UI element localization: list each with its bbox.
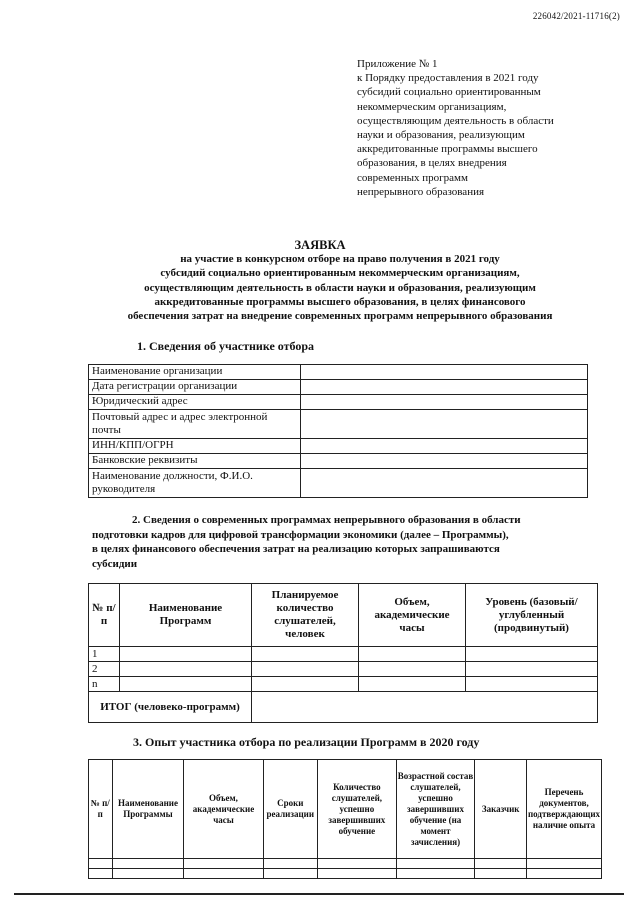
- row-number: n: [89, 677, 120, 692]
- table-row: [89, 869, 602, 879]
- table-cell[interactable]: [184, 869, 263, 879]
- row-label: ИНН/КПП/ОГРН: [89, 439, 301, 454]
- table-cell[interactable]: [252, 647, 359, 662]
- document-title: ЗАЯВКА: [294, 238, 346, 252]
- value-cell[interactable]: [301, 395, 588, 410]
- value-cell[interactable]: [301, 410, 588, 439]
- row-number: 1: [89, 647, 120, 662]
- column-header: Количество слушателей, успешно завершивших обучение: [318, 760, 397, 859]
- total-label: ИТОГ (человеко-программ): [89, 692, 252, 723]
- row-label: Наименование должности, Ф.И.О. руководителя: [89, 469, 301, 498]
- section2-heading-line: субсидии: [92, 557, 138, 570]
- document-subtitle: [60, 252, 620, 323]
- table-row: [89, 662, 598, 677]
- table-cell[interactable]: [466, 677, 598, 692]
- table-cell[interactable]: [120, 647, 252, 662]
- table-cell[interactable]: [466, 647, 598, 662]
- row-label: Дата регистрации организации: [89, 380, 301, 395]
- column-header: Планируемое количество слушателей, человек: [252, 584, 359, 647]
- column-header: Возрастной состав слушателей, успешно завершивших обучение (на момент зачисления): [396, 760, 475, 859]
- table-cell[interactable]: [359, 677, 466, 692]
- column-header: Заказчик: [475, 760, 527, 859]
- total-row: [89, 692, 598, 723]
- table-cell[interactable]: [112, 859, 184, 869]
- value-cell[interactable]: [301, 380, 588, 395]
- column-header: Сроки реализации: [263, 760, 317, 859]
- scan-edge-line: [14, 893, 624, 895]
- table-row: [89, 454, 588, 469]
- column-header: № п/п: [89, 584, 120, 647]
- value-cell[interactable]: [301, 365, 588, 380]
- column-header: Перечень документов, подтверждающих наличие опыта: [527, 760, 602, 859]
- value-cell[interactable]: [301, 439, 588, 454]
- appendix-line: образования, в целях внедрения: [357, 157, 507, 170]
- table-cell[interactable]: [120, 662, 252, 677]
- table-row: [89, 395, 588, 410]
- appendix-block: [357, 57, 617, 199]
- table-cell[interactable]: [252, 677, 359, 692]
- value-cell[interactable]: [301, 469, 588, 498]
- table-cell[interactable]: [89, 859, 113, 869]
- table-row: [89, 859, 602, 869]
- table-row: [89, 677, 598, 692]
- table-cell[interactable]: [89, 869, 113, 879]
- column-header: Наименование Программы: [112, 760, 184, 859]
- column-header: Уровень (базовый/ углубленный (продвинутый): [466, 584, 598, 647]
- column-header: Объем, академические часы: [359, 584, 466, 647]
- section2-heading-line: 2. Сведения о современных программах непрерывного образования в области: [132, 514, 521, 526]
- appendix-line: субсидий социально ориентированным: [357, 86, 541, 99]
- table-row: [89, 365, 588, 380]
- table-cell[interactable]: [359, 647, 466, 662]
- table-cell[interactable]: [396, 869, 475, 879]
- column-header: № п/п: [89, 760, 113, 859]
- appendix-line: Приложение № 1: [357, 58, 438, 70]
- table-cell[interactable]: [527, 859, 602, 869]
- table-cell[interactable]: [527, 869, 602, 879]
- section1-heading: 1. Сведения об участнике отбора: [137, 339, 315, 353]
- participant-info-table: [88, 364, 588, 498]
- document-id: 226042/2021-11716(2): [532, 11, 620, 21]
- table-cell[interactable]: [359, 662, 466, 677]
- subtitle-line: аккредитованные программы высшего образования, в целях финансового: [154, 295, 526, 308]
- table-cell[interactable]: [475, 869, 527, 879]
- appendix-line: к Порядку предоставления в 2021 году: [357, 72, 539, 85]
- row-label: Почтовый адрес и адрес электронной почты: [89, 410, 301, 439]
- subtitle-line: на участие в конкурсном отборе на право получения в 2021 году: [180, 253, 500, 265]
- appendix-line: некоммерческим организациям,: [357, 100, 507, 113]
- appendix-line: осуществляющим деятельность в области: [357, 114, 554, 127]
- row-label: Юридический адрес: [89, 395, 301, 410]
- table-cell[interactable]: [263, 859, 317, 869]
- section2-heading-line: в целях финансового обеспечения затрат на реализацию которых запрашиваются: [92, 543, 500, 555]
- table-row: [89, 469, 588, 498]
- row-number: 2: [89, 662, 120, 677]
- appendix-line: современных программ: [357, 171, 468, 184]
- table-cell[interactable]: [184, 859, 263, 869]
- table-cell[interactable]: [318, 859, 397, 869]
- section2-heading: [92, 513, 597, 571]
- column-header: Объем, академические часы: [184, 760, 263, 859]
- table-cell[interactable]: [318, 869, 397, 879]
- appendix-line: науки и образования, реализующим: [357, 129, 525, 142]
- subtitle-line: обеспечения затрат на внедрение современных программ непрерывного образования: [127, 310, 553, 323]
- row-label: Банковские реквизиты: [89, 454, 301, 469]
- appendix-line: аккредитованные программы высшего: [357, 143, 538, 156]
- table-cell[interactable]: [112, 869, 184, 879]
- row-label: Наименование организации: [89, 365, 301, 380]
- table-row: [89, 410, 588, 439]
- total-value-cell[interactable]: [252, 692, 598, 723]
- header-row: [89, 584, 598, 647]
- header-row: [89, 760, 602, 859]
- table-row: [89, 439, 588, 454]
- experience-table: [88, 759, 602, 879]
- column-header: Наименование Программ: [120, 584, 252, 647]
- programs-table: [88, 583, 598, 723]
- table-cell[interactable]: [466, 662, 598, 677]
- section3-heading: 3. Опыт участника отбора по реализации Программ в 2020 году: [133, 735, 480, 749]
- table-cell[interactable]: [120, 677, 252, 692]
- value-cell[interactable]: [301, 454, 588, 469]
- table-cell[interactable]: [252, 662, 359, 677]
- table-cell[interactable]: [396, 859, 475, 869]
- appendix-line: непрерывного образования: [357, 185, 485, 198]
- subtitle-line: субсидий социально ориентированным некоммерческим организациям,: [160, 267, 520, 280]
- table-cell[interactable]: [475, 859, 527, 869]
- section2-heading-line: подготовки кадров для цифровой трансформации экономики (далее – Программы),: [92, 528, 509, 541]
- table-cell[interactable]: [263, 869, 317, 879]
- table-row: [89, 647, 598, 662]
- subtitle-line: осуществляющим деятельность в области науки и образования, реализующим: [144, 281, 536, 294]
- table-row: [89, 380, 588, 395]
